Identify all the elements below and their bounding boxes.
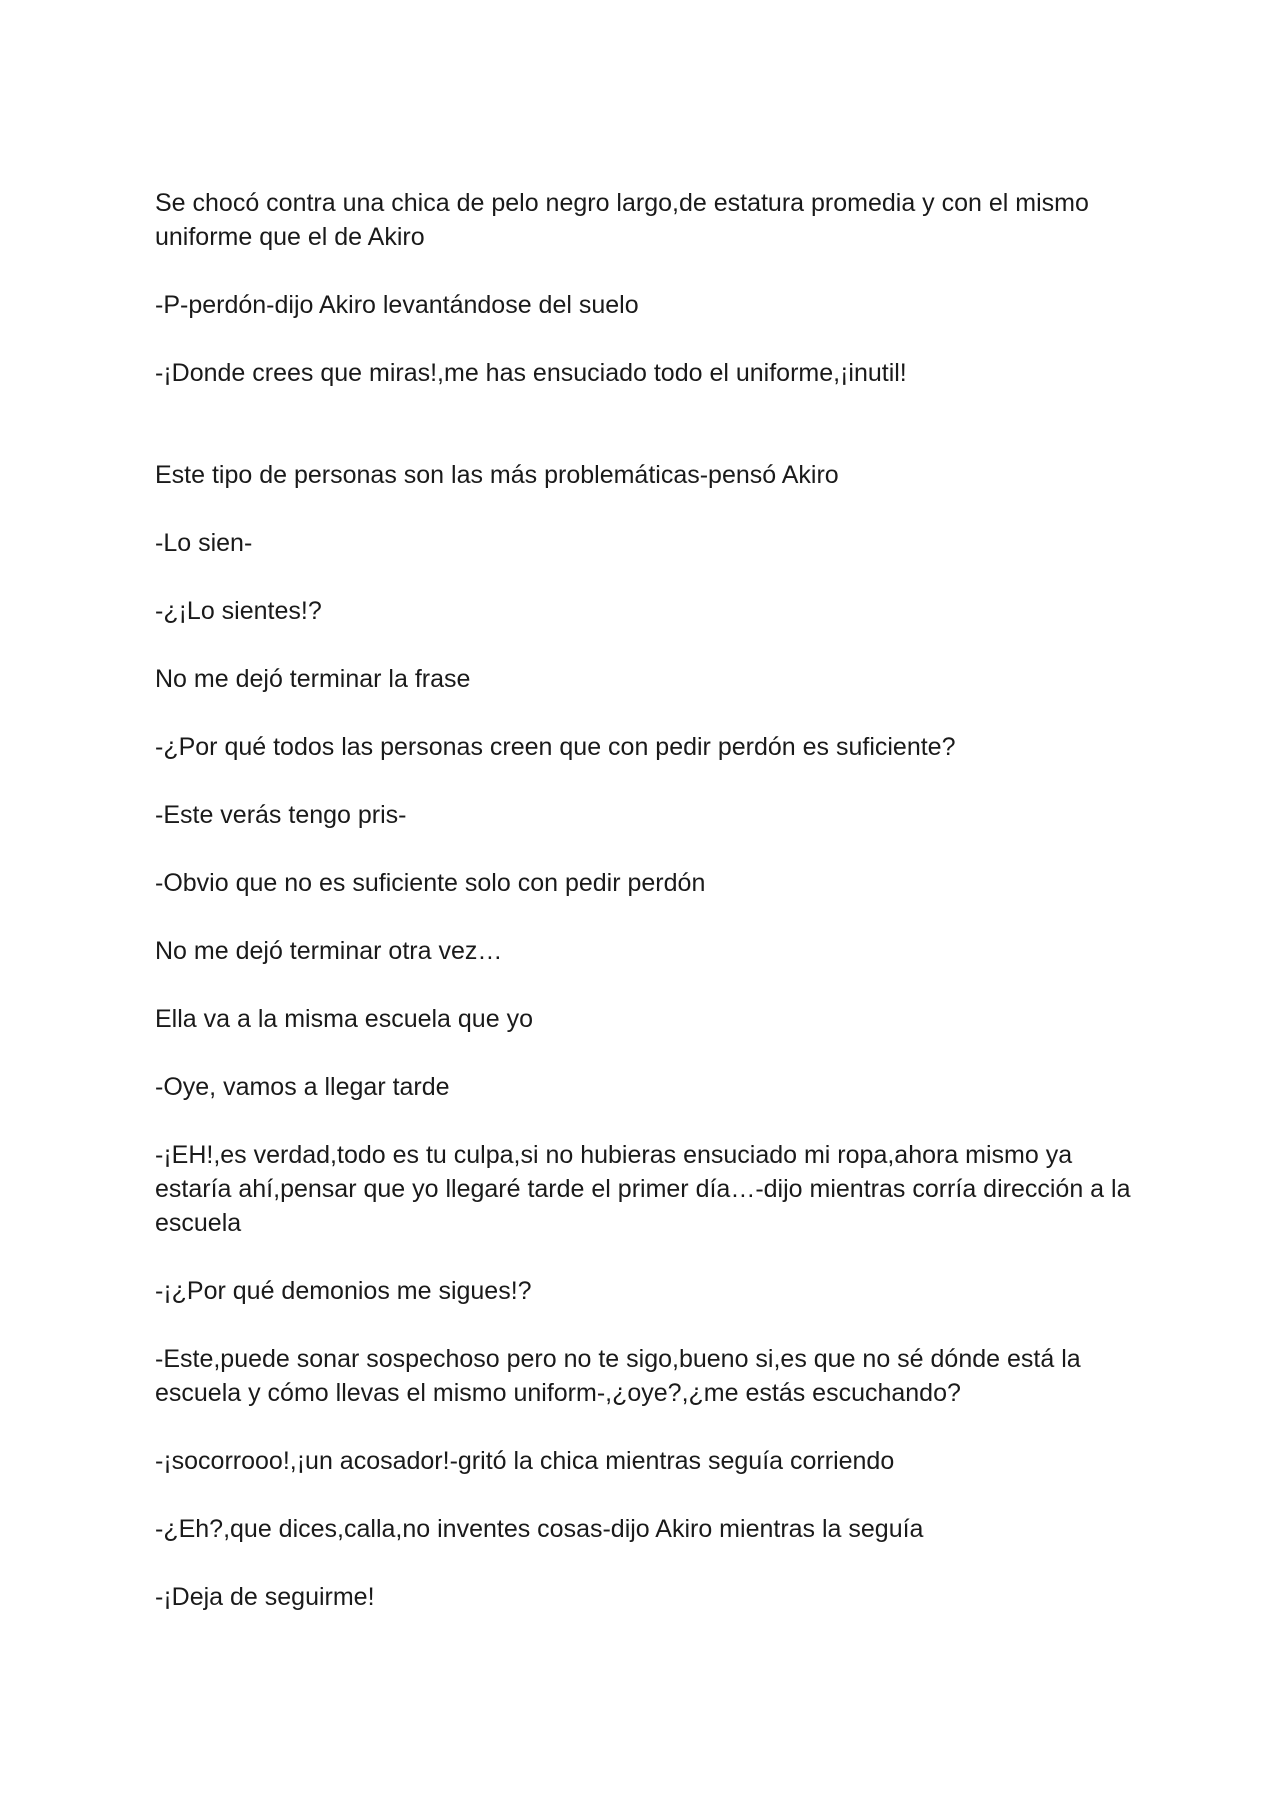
paragraph: -¡Deja de seguirme! [155,1583,375,1611]
paragraph: -Este verás tengo pris- [155,801,407,829]
paragraph: -Obvio que no es suficiente solo con pedir perdón [155,869,706,897]
paragraph: -Oye, vamos a llegar tarde [155,1073,450,1101]
paragraph: -P-perdón-dijo Akiro levantándose del suelo [155,291,639,319]
paragraph: Se chocó contra una chica de pelo negro largo,de estatura promedia y con el mismo uniforme que el de Akiro [155,189,1089,251]
paragraph: -Lo sien- [155,529,253,557]
paragraph: Ella va a la misma escuela que yo [155,1005,533,1033]
document-body [155,186,1135,1648]
paragraph: -¡socorrooo!,¡un acosador!-gritó la chica mientras seguía corriendo [155,1447,895,1475]
paragraph: Este tipo de personas son las más problemáticas-pensó Akiro [155,461,839,489]
paragraph: -¿Eh?,que dices,calla,no inventes cosas-dijo Akiro mientras la seguía [155,1515,924,1543]
paragraph: -¡Donde crees que miras!,me has ensuciado todo el uniforme,¡inutil! [155,359,907,387]
paragraph: -¿¡Lo sientes!? [155,597,322,625]
paragraph: No me dejó terminar otra vez… [155,937,503,965]
paragraph: -¡¿Por qué demonios me sigues!? [155,1277,532,1305]
paragraph: -¿Por qué todos las personas creen que con pedir perdón es suficiente? [155,733,956,761]
paragraph: -Este,puede sonar sospechoso pero no te sigo,bueno si,es que no sé dónde está la escuela y cómo llevas el mismo uniform-,¿oye?,¿me estás escuchando? [155,1345,1081,1407]
paragraph: No me dejó terminar la frase [155,665,471,693]
paragraph: -¡EH!,es verdad,todo es tu culpa,si no hubieras ensuciado mi ropa,ahora mismo ya estaría ahí,pensar que yo llegaré tarde el primer día…-dijo mientras corría dirección a la escuela [155,1141,1131,1237]
